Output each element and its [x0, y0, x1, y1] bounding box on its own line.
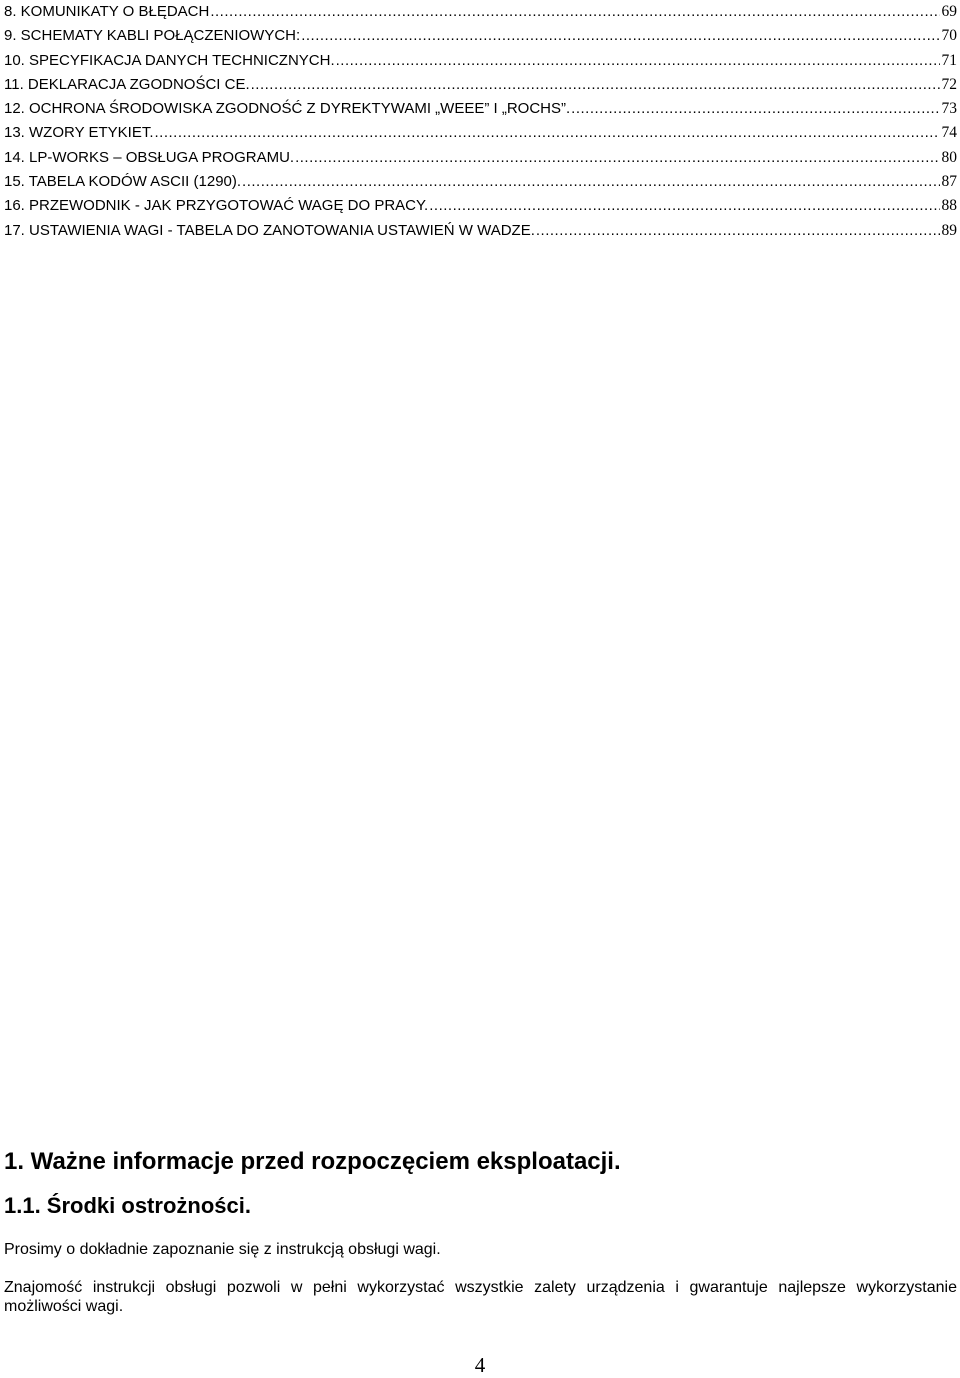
toc-entry-title: 8. KOMUNIKATY O BŁĘDACH [4, 3, 210, 20]
toc-entry-title: 17. USTAWIENIA WAGI - TABELA DO ZANOTOWANIA USTAWIEŃ W WADZE. [4, 221, 535, 239]
toc-entry-title: 11. DEKLARACJA ZGODNOŚCI CE. [4, 75, 250, 93]
toc-leader-dots [209, 0, 939, 24]
toc-entry-title: 16. PRZEWODNIK - JAK PRZYGOTOWAĆ WAGĘ DO PRACY. [4, 197, 429, 215]
toc-entry[interactable] [4, 121, 957, 145]
toc-entry-title: 14. LP-WORKS – OBSŁUGA PROGRAMU. [4, 148, 295, 166]
toc-entry[interactable] [4, 219, 957, 243]
toc-entry-page: 74 [941, 124, 957, 142]
toc-leader-dots [250, 73, 940, 97]
toc-entry[interactable] [4, 97, 957, 121]
toc-entry-page: 89 [941, 221, 957, 239]
toc-entry-page: 72 [941, 75, 957, 93]
toc-entry[interactable] [4, 170, 957, 194]
toc-entry-page: 73 [941, 100, 957, 118]
toc-entry-page: 88 [941, 197, 957, 215]
toc-entry-title: 9. SCHEMATY KABLI POŁĄCZENIOWYCH: [4, 27, 301, 45]
toc-leader-dots [428, 194, 939, 218]
toc-entry[interactable] [4, 146, 957, 170]
toc-entry[interactable] [4, 24, 957, 48]
toc-leader-dots [570, 97, 939, 121]
toc-entry[interactable] [4, 0, 957, 24]
toc-entry-page: 69 [941, 3, 957, 20]
toc-entry-title: 12. OCHRONA ŚRODOWISKA ZGODNOŚĆ Z DYREKTYWAMI „WEEE” I „ROCHS”. [4, 100, 571, 118]
toc-leader-dots [241, 170, 939, 194]
toc-leader-dots [335, 49, 940, 73]
toc-entry-page: 80 [941, 148, 957, 166]
subsection-heading: 1.1. Środki ostrożności. [4, 1193, 251, 1218]
toc-entry-title: 15. TABELA KODÓW ASCII (1290). [4, 173, 242, 191]
page-number: 4 [474, 1353, 486, 1377]
paragraph-body: Znajomość instrukcji obsługi pozwoli w pełni wykorzystać wszystkie zalety urządzenia i gwarantuje najlepsze wykorzystanie możliwości wagi. [4, 1279, 957, 1315]
toc-entry-page: 87 [941, 173, 957, 191]
toc-leader-dots [535, 219, 940, 243]
toc-leader-dots [294, 146, 939, 170]
toc-entry[interactable] [4, 194, 957, 218]
toc-entry-page: 70 [941, 27, 957, 45]
paragraph-intro: Prosimy o dokładnie zapoznanie się z instrukcją obsługi wagi. [4, 1241, 441, 1258]
toc-entry-title: 10. SPECYFIKACJA DANYCH TECHNICZNYCH. [4, 51, 335, 69]
toc-leader-dots [154, 121, 940, 145]
toc-entry[interactable] [4, 73, 957, 97]
section-heading: 1. Ważne informacje przed rozpoczęciem eksploatacji. [4, 1148, 621, 1175]
toc-entry[interactable] [4, 49, 957, 73]
toc-leader-dots [300, 24, 939, 48]
toc-entry-title: 13. WZORY ETYKIET. [4, 124, 154, 142]
table-of-contents [4, 0, 957, 243]
toc-entry-page: 71 [941, 51, 957, 69]
